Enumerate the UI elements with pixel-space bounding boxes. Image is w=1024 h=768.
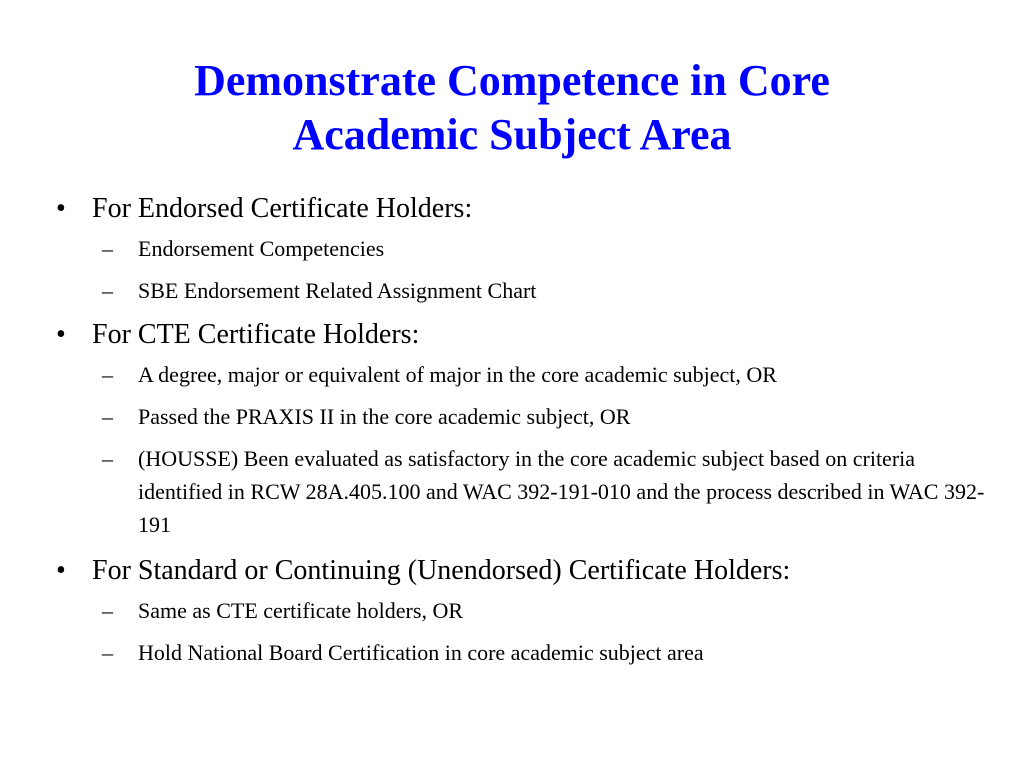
- bullet-text: For Endorsed Certificate Holders:: [92, 193, 473, 224]
- dash-icon: –: [102, 362, 113, 387]
- bullet-icon: •: [56, 319, 66, 350]
- sub-item: [92, 276, 986, 305]
- bullet-icon: •: [56, 555, 66, 586]
- sub-item-text: Passed the PRAXIS II in the core academic subject, OR: [138, 404, 631, 429]
- dash-icon: –: [102, 404, 113, 429]
- dash-icon: –: [102, 446, 113, 471]
- bullet-text: For CTE Certificate Holders:: [92, 319, 420, 350]
- sub-item-text: Endorsement Competencies: [138, 236, 385, 261]
- dash-icon: –: [102, 278, 113, 303]
- sub-item: [92, 234, 986, 263]
- sub-item-text: Same as CTE certificate holders, OR: [138, 598, 464, 623]
- title-line-1: Demonstrate Competence in Core: [194, 56, 830, 105]
- sub-item: [92, 596, 986, 625]
- bullet-item-endorsed: [56, 192, 986, 305]
- sub-item-text: A degree, major or equivalent of major in the core academic subject, OR: [138, 362, 777, 387]
- sub-item: [92, 442, 986, 541]
- sub-list: [92, 360, 986, 541]
- sub-item: [92, 360, 986, 389]
- sub-item-text: Hold National Board Certification in core academic subject area: [138, 640, 704, 665]
- sub-item-text: (HOUSSE) Been evaluated as satisfactory in the core academic subject based on criteria identified in RCW 28A.405.100 and WAC 392-191-010 and the process described in WAC 392-191: [138, 446, 985, 537]
- bullet-item-cte: [56, 318, 986, 541]
- bullet-list: [56, 192, 986, 680]
- sub-item: [92, 638, 986, 667]
- sub-item: [92, 402, 986, 431]
- sub-list: [92, 596, 986, 667]
- dash-icon: –: [102, 236, 113, 261]
- dash-icon: –: [102, 598, 113, 623]
- sub-item-text: SBE Endorsement Related Assignment Chart: [138, 278, 537, 303]
- title-line-2: Academic Subject Area: [292, 110, 732, 159]
- slide-title: [60, 54, 964, 162]
- bullet-text: For Standard or Continuing (Unendorsed) Certificate Holders:: [92, 555, 791, 586]
- dash-icon: –: [102, 640, 113, 665]
- sub-list: [92, 234, 986, 305]
- bullet-icon: •: [56, 193, 66, 224]
- bullet-item-standard: [56, 554, 986, 667]
